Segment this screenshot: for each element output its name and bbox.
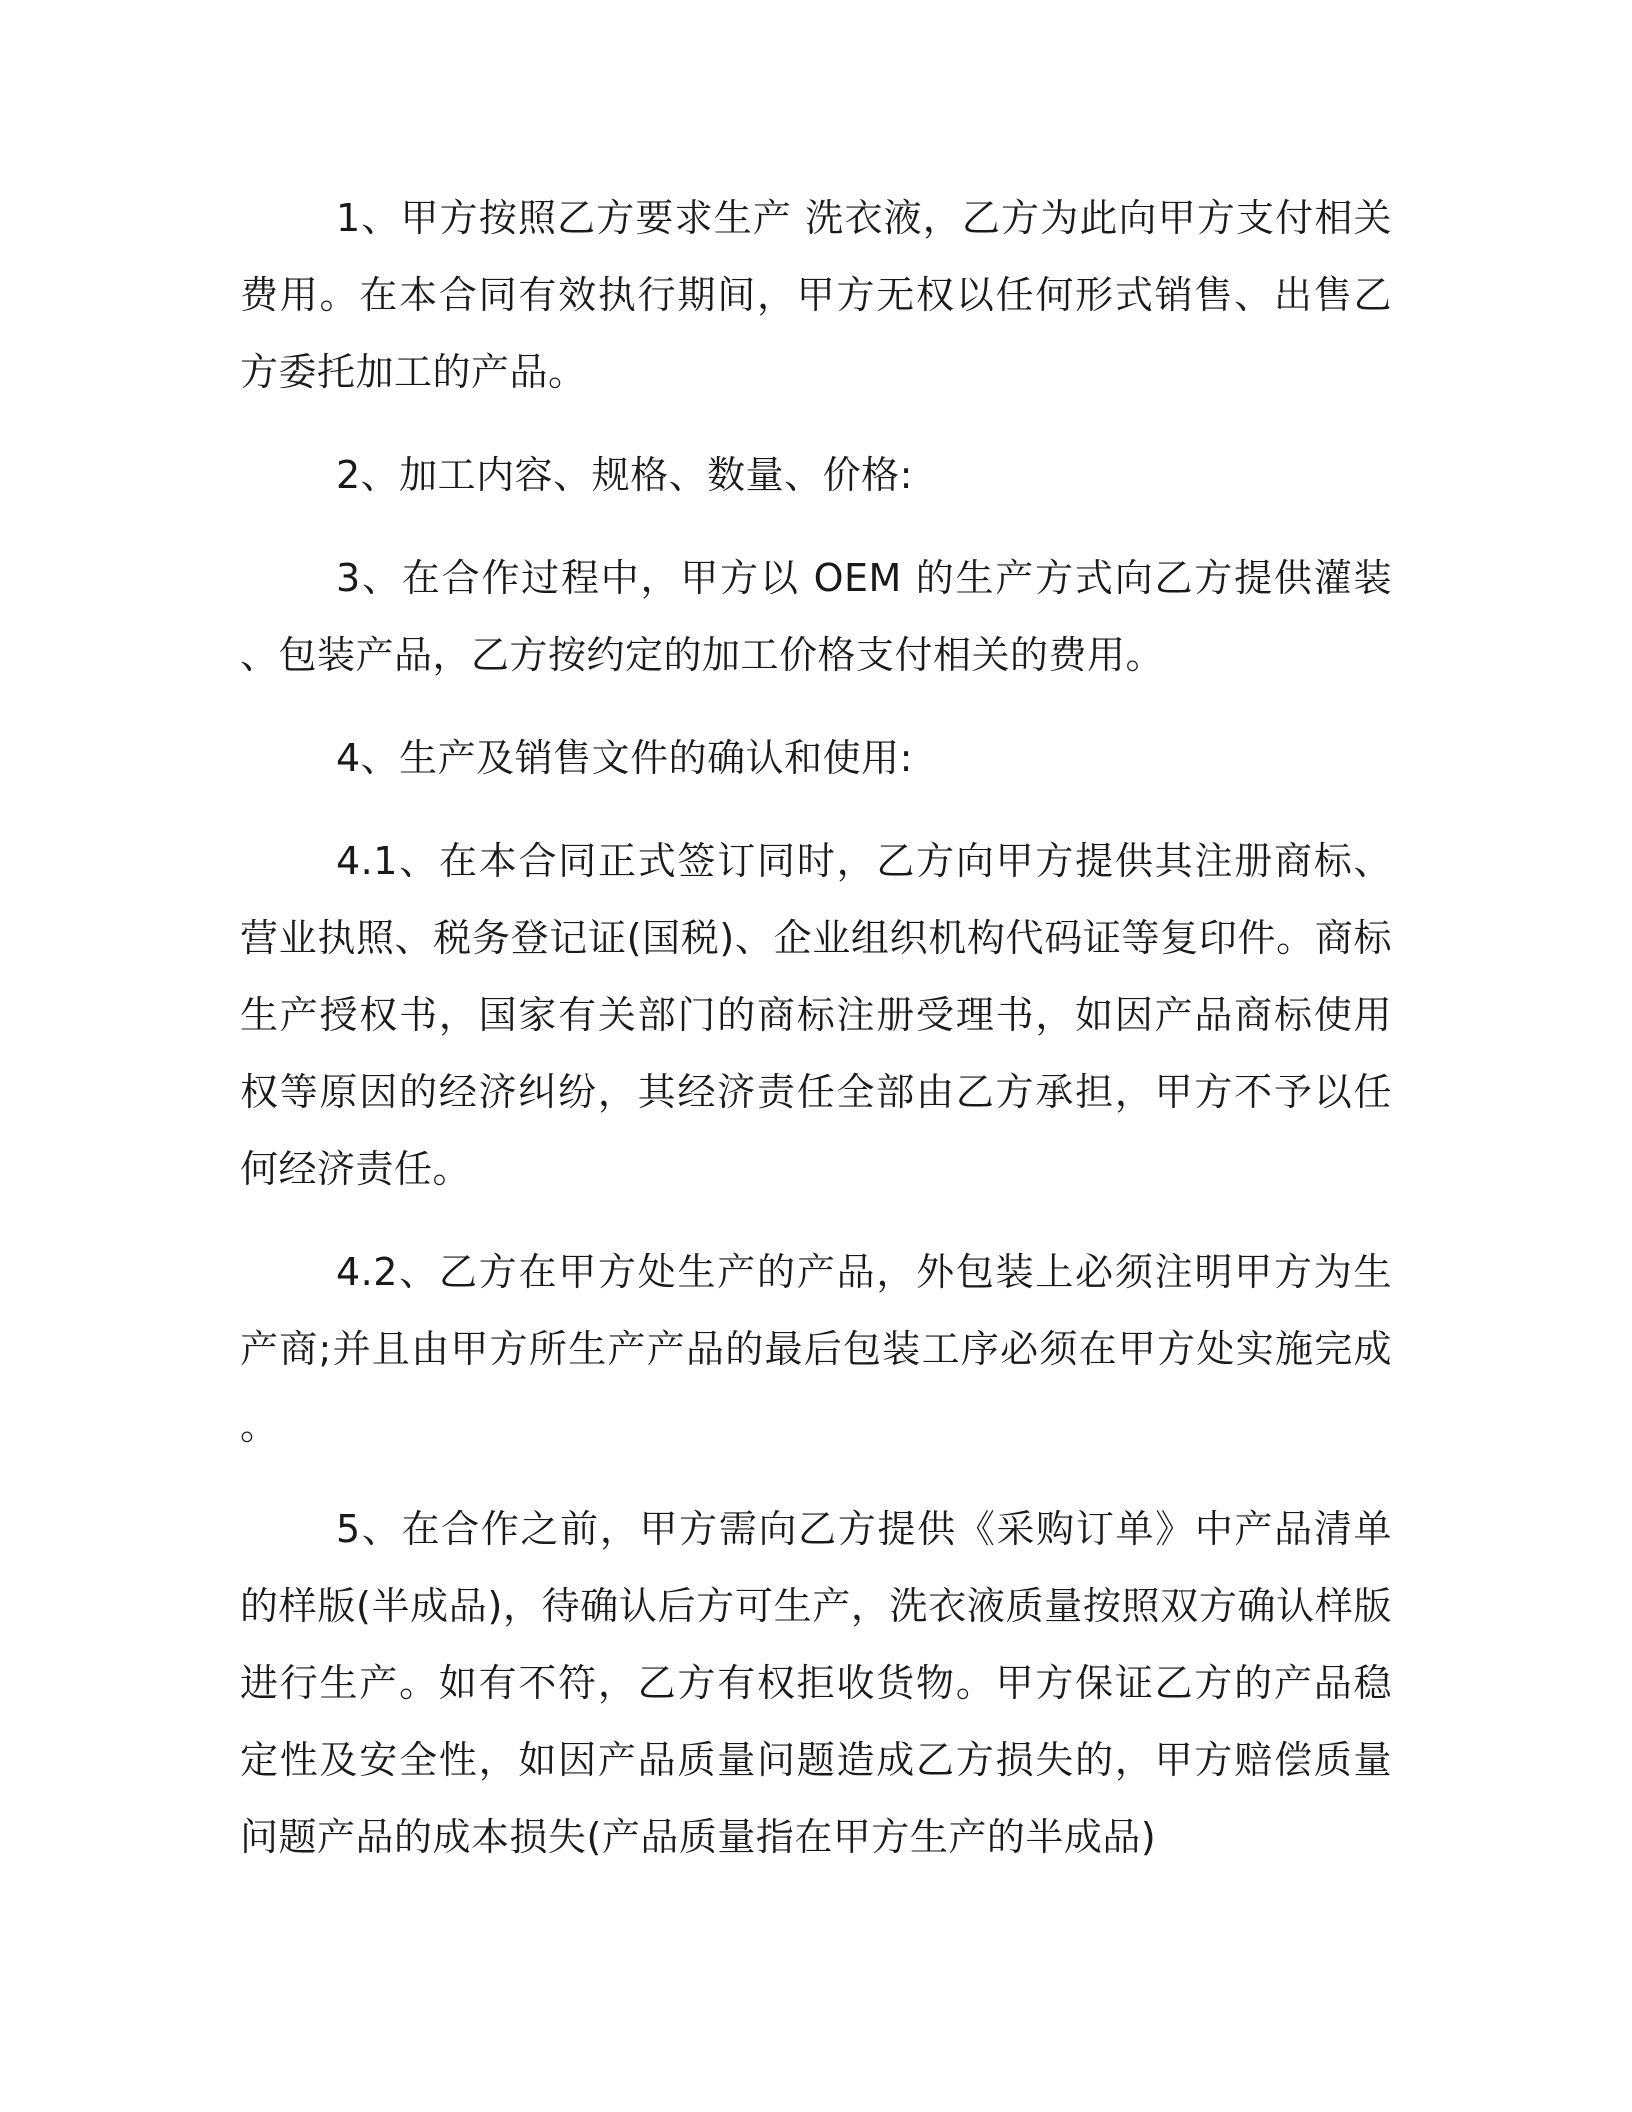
clause-4-paragraph: 4、生产及销售文件的确认和使用: xyxy=(336,736,913,780)
clause-4-2-paragraph: 4.2、乙方在甲方处生产的产品，外包装上必须注明甲方为生产商;并且由甲方所生产产品的最后包装工序必须在甲方处实施完成。 xyxy=(240,1250,1392,1448)
clause-1-paragraph: 1、甲方按照乙方要求生产 洗衣液，乙方为此向甲方支付相关费用。在本合同有效执行期间，甲方无权以任何形式销售、出售乙方委托加工的产品。 xyxy=(240,196,1392,394)
clause-2-paragraph: 2、加工内容、规格、数量、价格: xyxy=(336,453,913,497)
clause-4-1-paragraph: 4.1、在本合同正式签订同时，乙方向甲方提供其注册商标、营业执照、税务登记证(国税)、企业组织机构代码证等复印件。商标生产授权书，国家有关部门的商标注册受理书，如因产品商标使用权等原因的经济纠纷，其经济责任全部由乙方承担，甲方不予以任何经济责任。 xyxy=(240,839,1392,1191)
document-body xyxy=(240,180,1392,1902)
clause-5-paragraph: 5、在合作之前，甲方需向乙方提供《采购订单》中产品清单的样版(半成品)，待确认后方可生产，洗衣液质量按照双方确认样版进行生产。如有不符，乙方有权拒收货物。甲方保证乙方的产品稳定性及安全性，如因产品质量问题造成乙方损失的，甲方赔偿质量问题产品的成本损失(产品质量指在甲方生产的半成品) xyxy=(240,1507,1392,1859)
clause-3-paragraph: 3、在合作过程中，甲方以 OEM 的生产方式向乙方提供灌装、包装产品，乙方按约定的加工价格支付相关的费用。 xyxy=(240,556,1392,677)
